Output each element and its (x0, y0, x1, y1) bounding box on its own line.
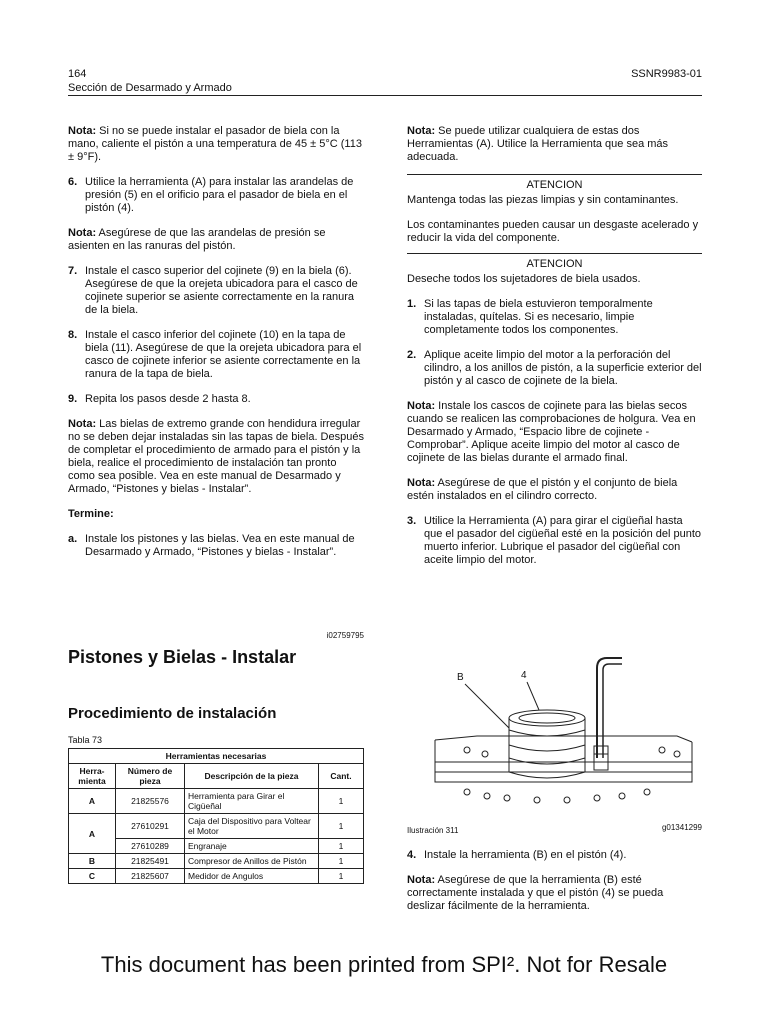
right-column-bottom (407, 849, 702, 925)
table-row (69, 869, 364, 884)
attention-text: Deseche todos los sujetadores de biela usados. (407, 273, 641, 285)
note-label: Nota: (68, 418, 97, 430)
figure-id: g01341299 (661, 823, 702, 832)
note-label: Nota: (68, 125, 97, 137)
reference-id: i02759795 (326, 631, 364, 640)
note-label: Nota: (407, 400, 436, 412)
table-cell: Herramienta para Girar el Cigüeñal (185, 789, 319, 814)
step-9 (68, 393, 364, 406)
header-divider (68, 95, 702, 96)
table-cell: 21825491 (116, 854, 185, 869)
table-cell: C (69, 869, 116, 884)
step-number: 8. (68, 329, 78, 341)
step-text: Utilice la Herramienta (A) para girar el cigüeñal hasta que el pasador del cigüeñal esté en la posición del punto muerto inferior. Lubrique el pasador del cigüeñal con aceite limpio del motor. (424, 515, 702, 566)
step-text: Instale el casco inferior del cojinete (10) en la tapa de biela (11). Asegúrese de que la orejeta ubicadora para el casco de cojinete inferior se asiente correctamente en la ranura de la tapa de biela. (85, 329, 362, 380)
document-id: SSNR9983-01 (631, 68, 702, 80)
note-label: Nota: (407, 125, 436, 137)
note-paragraph (68, 227, 364, 253)
table-cell: A (69, 789, 116, 814)
note-text: Asegúrese de que las arandelas de presión se asienten en las ranuras del pistón. (68, 227, 326, 252)
piston-compressor-drawing (407, 650, 702, 820)
termine-heading (68, 508, 364, 521)
note-paragraph (68, 125, 364, 164)
footer-notice: This document has been printed from SPI². Not for Resale (100, 952, 668, 977)
note-text: Asegúrese de que la herramienta (B) esté correctamente instalada y que el pistón (4) se pueda deslizar fácilmente de la herramienta. (407, 874, 664, 912)
step-number: 9. (68, 393, 78, 405)
step-7 (68, 265, 364, 317)
table-cell: 27610291 (116, 814, 185, 839)
page-number: 164 (68, 68, 87, 80)
right-column (407, 125, 702, 579)
step-4 (407, 849, 702, 862)
step-1 (407, 298, 702, 337)
step-text: Instale la herramienta (B) en el pistón (4). (424, 849, 627, 861)
attention-title: ATENCION (526, 258, 583, 270)
table-row (69, 854, 364, 869)
figure-caption: Ilustración 311 (407, 826, 459, 835)
table-cell: A (69, 814, 116, 854)
note-paragraph (407, 125, 702, 164)
step-6 (68, 176, 364, 215)
note-paragraph (68, 418, 364, 496)
note-label: Nota: (407, 477, 436, 489)
figure-label-4: 4 (521, 670, 527, 681)
figure-label-b: B (457, 672, 464, 683)
table-cell: Engranaje (185, 839, 319, 854)
note-label: Nota: (407, 874, 436, 886)
table-cell: Caja del Dispositivo para Voltear el Motor (185, 814, 319, 839)
column-header: Cant. (319, 764, 364, 789)
attention-text: Los contaminantes pueden causar un desgaste acelerado y reducir la vida del componente. (407, 219, 699, 244)
step-text: Si las tapas de biela estuvieron temporalmente instaladas, quítelas. Si es necesario, limpie completamente todos los componentes. (424, 298, 653, 336)
step-2 (407, 349, 702, 388)
section-name: Sección de Desarmado y Armado (68, 82, 232, 94)
attention-title: ATENCION (526, 179, 583, 191)
step-a (68, 533, 364, 559)
table-cell: 27610289 (116, 839, 185, 854)
table-row (69, 814, 364, 839)
step-text: Utilice la herramienta (A) para instalar las arandelas de presión (5) en el orificio para el pasador de biela en el pistón (4). (85, 176, 354, 214)
step-number: 4. (407, 849, 417, 861)
note-text: Si no se puede instalar el pasador de biela con la mano, caliente el pistón a una temperatura de 45 ± 5°C (113 ± 9°F). (68, 125, 362, 163)
table-row (69, 789, 364, 814)
table-cell: 1 (319, 869, 364, 884)
illustration-piston-compressor (407, 650, 702, 820)
table-title-row (69, 749, 364, 764)
note-text: Asegúrese de que el pistón y el conjunto de biela estén instalados en el cilindro correcto. (407, 477, 678, 502)
table-cell: 1 (319, 789, 364, 814)
step-number: 1. (407, 298, 417, 310)
note-label: Nota: (68, 227, 97, 239)
note-paragraph (407, 477, 702, 503)
column-header: Número de pieza (116, 764, 185, 789)
step-text: Instale el casco superior del cojinete (9) en la biela (6). Asegúrese de que la orejeta ubicadora para el casco de cojinete superior se asiente correctamente en la ranura de la biela. (85, 265, 358, 316)
section-title: Pistones y Bielas - Instalar (68, 647, 297, 667)
attention-text: Mantenga todas las piezas limpias y sin contaminantes. (407, 194, 679, 206)
step-text: Aplique aceite limpio del motor a la perforación del cilindro, a los anillos de pistón, a la superficie exterior del pistón y al casco de cojinete de la biela. (424, 349, 702, 387)
table-cell: 21825607 (116, 869, 185, 884)
step-number: 7. (68, 265, 78, 277)
page-header-left (68, 67, 232, 95)
step-number: 2. (407, 349, 417, 361)
table-caption: Tabla 73 (68, 735, 103, 745)
note-paragraph (407, 400, 702, 465)
attention-divider (407, 174, 702, 175)
table-cell: Medidor de Angulos (185, 869, 319, 884)
termine-label: Termine: (68, 508, 114, 520)
table-header-row (69, 764, 364, 789)
column-header: Descripción de la pieza (185, 764, 319, 789)
table-cell: 1 (319, 854, 364, 869)
subsection-title: Procedimiento de instalación (68, 705, 277, 722)
step-number: a. (68, 533, 78, 545)
step-number: 6. (68, 176, 78, 188)
left-column (68, 125, 364, 571)
note-text: Las bielas de extremo grande con hendidura irregular no se deben dejar instaladas sin las tapas de biela. Después de completar el procedimiento de armado para el pistón y la biela, realice el procedimiento de instalación tan pronto como sea posible. Vea en este manual de Desarmado y Armado, “Pistones y bielas - Instalar”. (68, 418, 364, 495)
note-text: Instale los cascos de cojinete para las bielas secos cuando se realicen las comprobaciones de holgura. Vea en Desarmado y Armado, “Espacio libre de cojinete - Comprobar”. Aplique aceite limpio del motor al casco de cojinete de las bielas durante el armado final. (407, 400, 696, 464)
tools-table (68, 748, 364, 884)
note-text: Se puede utilizar cualquiera de estas dos Herramientas (A). Utilice la Herramienta que sea más adecuada. (407, 125, 669, 163)
step-text: Repita los pasos desde 2 hasta 8. (85, 393, 251, 405)
table-cell: 1 (319, 839, 364, 854)
table-cell: 21825576 (116, 789, 185, 814)
table-cell: Compresor de Anillos de Pistón (185, 854, 319, 869)
table-title: Herramientas necesarias (69, 749, 364, 764)
step-number: 3. (407, 515, 417, 527)
attention-divider (407, 253, 702, 254)
column-header: Herra- mienta (69, 764, 116, 789)
table-cell: 1 (319, 814, 364, 839)
table-cell: B (69, 854, 116, 869)
step-text: Instale los pistones y las bielas. Vea en este manual de Desarmado y Armado, “Pistones y bielas - Instalar”. (85, 533, 355, 558)
step-8 (68, 329, 364, 381)
note-paragraph (407, 874, 702, 913)
step-3 (407, 515, 702, 567)
